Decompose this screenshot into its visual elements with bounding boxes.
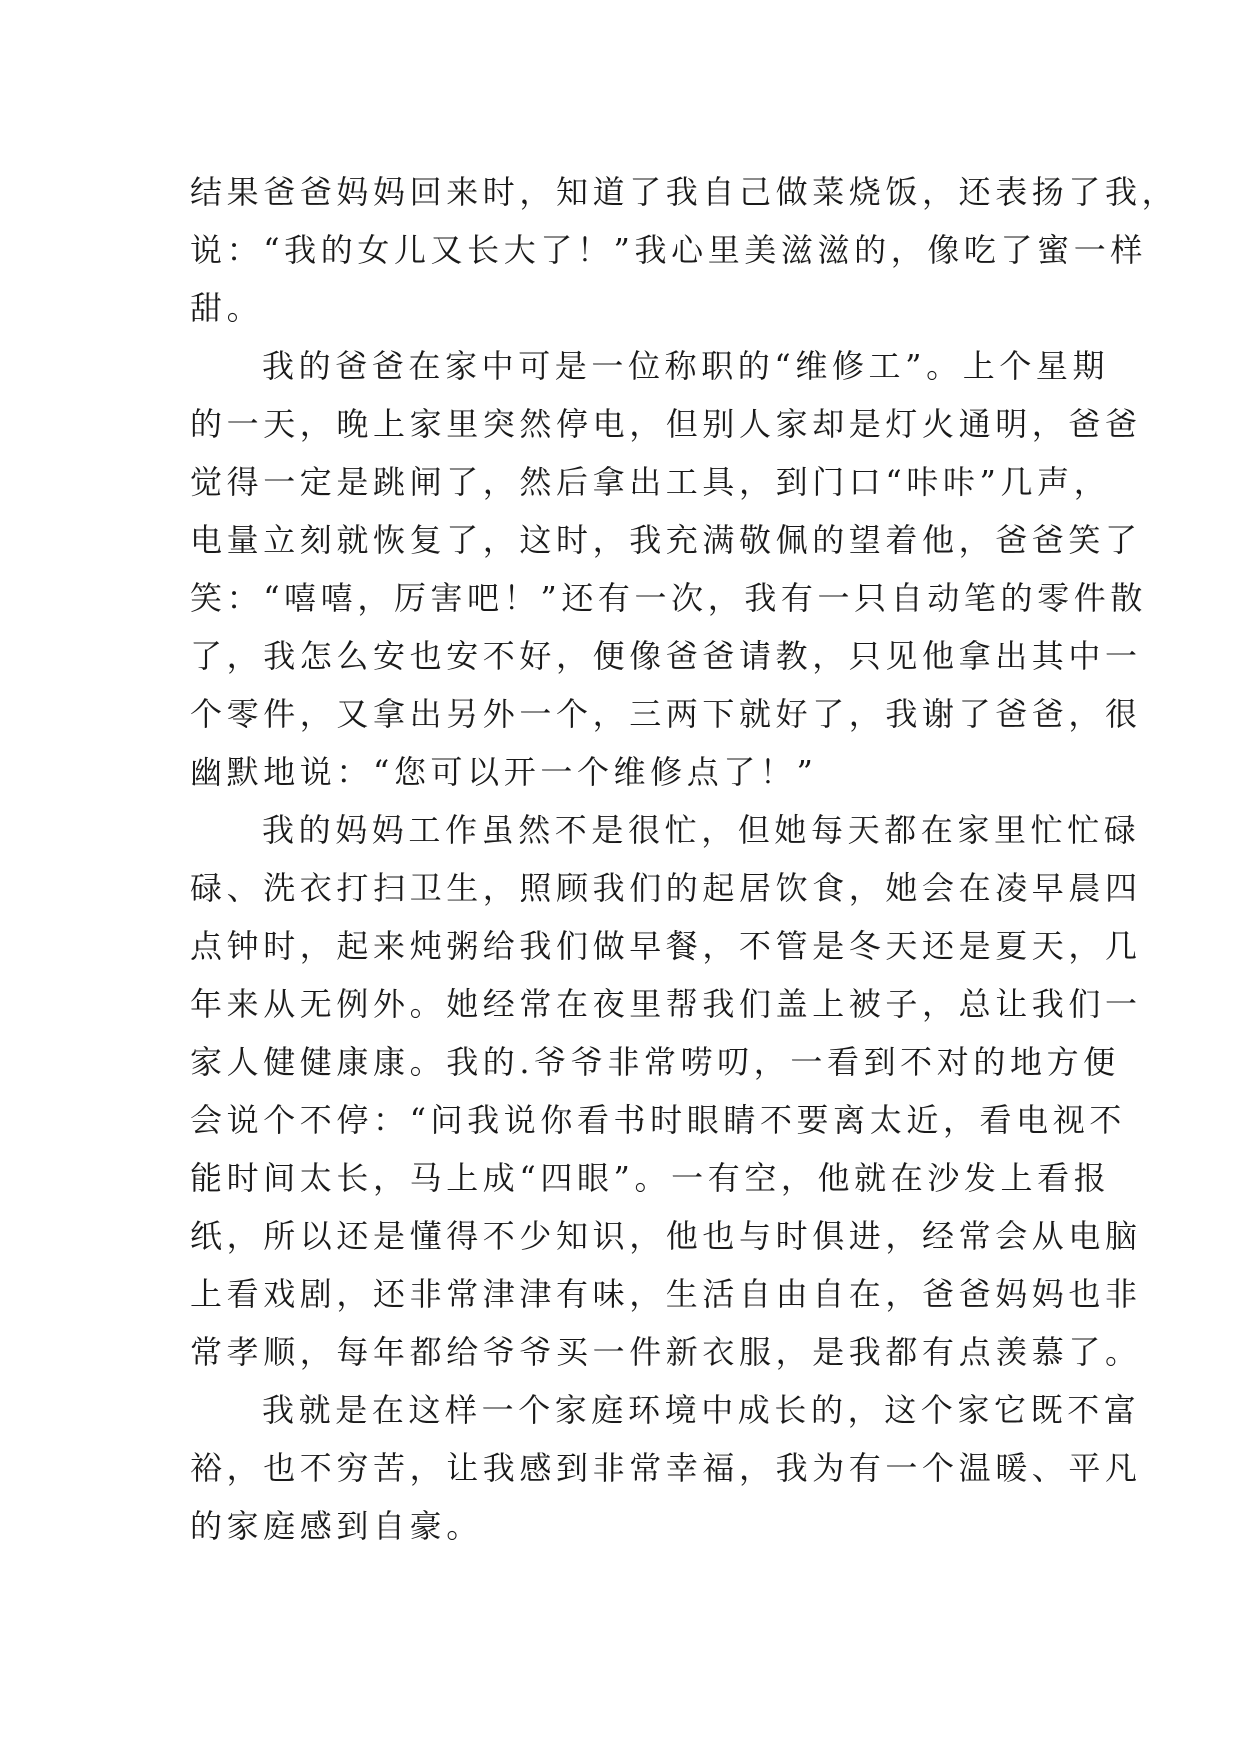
text-line: 幽默地说：“您可以开一个维修点了！” [190, 753, 818, 791]
text-line: 年来从无例外。她经常在夜里帮我们盖上被子，总让我们一 [190, 985, 1142, 1023]
paragraph [190, 801, 1142, 1381]
paragraph [190, 1381, 1142, 1555]
text-line: 的家庭感到自豪。 [190, 1507, 483, 1545]
text-line: 点钟时，起来炖粥给我们做早餐，不管是冬天还是夏天，几 [190, 927, 1142, 965]
text-line: 的一天，晚上家里突然停电，但别人家却是灯火通明，爸爸 [190, 405, 1142, 443]
text-line: 我的爸爸在家中可是一位称职的“维修工”。上个星期 [262, 347, 1110, 385]
text-line: 碌、洗衣打扫卫生，照顾我们的起居饮食，她会在凌早晨四 [190, 869, 1142, 907]
text-line: 结果爸爸妈妈回来时，知道了我自己做菜烧饭，还表扬了我， [190, 173, 1179, 211]
text-line: 了，我怎么安也安不好，便像爸爸请教，只见他拿出其中一 [190, 637, 1142, 675]
text-line: 会说个不停：“问我说你看书时眼睛不要离太近，看电视不 [190, 1101, 1126, 1139]
text-line: 我的妈妈工作虽然不是很忙，但她每天都在家里忙忙碌 [262, 811, 1141, 849]
paragraph [190, 337, 1147, 801]
text-line: 个零件，又拿出另外一个，三两下就好了，我谢了爸爸，很 [190, 695, 1142, 733]
text-line: 说：“我的女儿又长大了！”我心里美滋滋的，像吃了蜜一样 [190, 231, 1147, 269]
text-line: 笑：“嘻嘻，厉害吧！”还有一次，我有一只自动笔的零件散 [190, 579, 1147, 617]
text-line: 我就是在这样一个家庭环境中成长的，这个家它既不富 [262, 1391, 1141, 1429]
text-line: 裕，也不穷苦，让我感到非常幸福，我为有一个温暖、平凡 [190, 1449, 1142, 1487]
text-line: 能时间太长，马上成“四眼”。一有空，他就在沙发上看报 [190, 1159, 1111, 1197]
text-line: 家人健健康康。我的.爷爷非常唠叨，一看到不对的地方便 [190, 1043, 1120, 1081]
paragraph [190, 163, 1179, 337]
text-line: 甜。 [190, 289, 264, 327]
text-line: 觉得一定是跳闸了，然后拿出工具，到门口“咔咔”几声， [190, 463, 1111, 501]
text-line: 电量立刻就恢复了，这时，我充满敬佩的望着他，爸爸笑了 [190, 521, 1142, 559]
text-line: 常孝顺，每年都给爷爷买一件新衣服，是我都有点羡慕了。 [190, 1333, 1142, 1371]
text-line: 上看戏剧，还非常津津有味，生活自由自在，爸爸妈妈也非 [190, 1275, 1142, 1313]
essay-body [190, 163, 1179, 1555]
text-line: 纸，所以还是懂得不少知识，他也与时俱进，经常会从电脑 [190, 1217, 1142, 1255]
